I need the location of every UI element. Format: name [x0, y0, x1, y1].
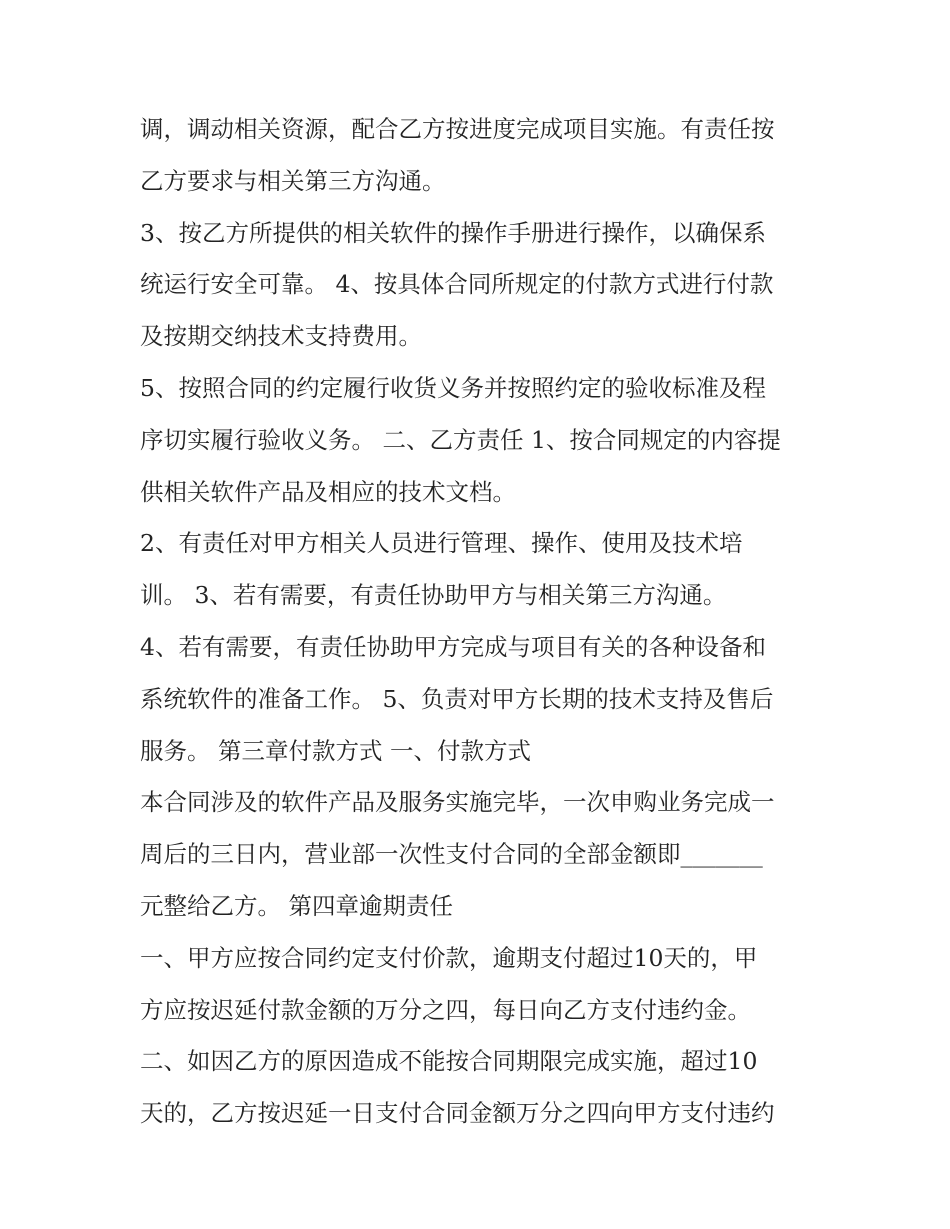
text-line: 3、按乙方所提供的相关软件的操作手册进行操作，以确保系 [140, 218, 766, 247]
text-line: 方应按迟延付款金额的万分之四，每日向乙方支付违约金。 [140, 995, 751, 1024]
text-line: 调，调动相关资源，配合乙方按进度完成项目实施。有责任按 [140, 115, 775, 143]
text-line: 训。 3、若有需要，有责任协助甲方与相关第三方沟通。 [140, 581, 727, 610]
text-line: 系统软件的准备工作。 5、负责对甲方长期的技术支持及售后 [140, 684, 774, 713]
text-line: 天的，乙方按迟延一日支付合同金额万分之四向甲方支付违约 [140, 1099, 775, 1128]
contract-body-text [140, 104, 820, 1140]
text-line: 供相关软件产品及相应的技术文档。 [140, 477, 516, 506]
text-line: 2、有责任对甲方相关人员进行管理、操作、使用及技术培 [140, 529, 743, 558]
text-line: 服务。 第三章付款方式 一、付款方式 [140, 736, 531, 765]
text-line: 周后的三日内，营业部一次性支付合同的全部金额即_______ [140, 840, 763, 869]
text-line: 本合同涉及的软件产品及服务实施完毕，一次申购业务完成一 [140, 788, 775, 817]
text-line: 统运行安全可靠。 4、按具体合同所规定的付款方式进行付款 [140, 270, 774, 299]
text-line: 元整给乙方。 第四章逾期责任 [140, 891, 453, 920]
text-line: 一、甲方应按合同约定支付价款，逾期支付超过10天的，甲 [140, 943, 758, 972]
text-line: 乙方要求与相关第三方沟通。 [140, 166, 446, 195]
text-line: 4、若有需要，有责任协助甲方完成与项目有关的各种设备和 [140, 632, 766, 661]
text-line: 序切实履行验收义务。 二、乙方责任 1、按合同规定的内容提 [140, 425, 781, 454]
text-line: 二、如因乙方的原因造成不能按合同期限完成实施，超过10 [140, 1047, 758, 1076]
text-line: 5、按照合同的约定履行收货义务并按照约定的验收标准及程 [140, 373, 766, 402]
text-line: 及按期交纳技术支持费用。 [140, 322, 422, 351]
